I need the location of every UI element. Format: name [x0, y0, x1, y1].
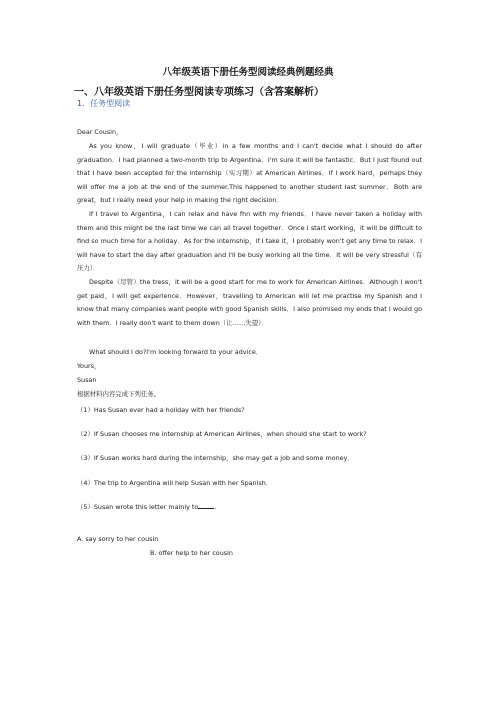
question-4: （4）The trip to Argentina will help Susan with her Spanish．: [77, 479, 273, 487]
question-2: （2）If Susan chooses me internship at American Airlines，when should she start to work?: [77, 430, 367, 438]
question-5: [77, 501, 422, 515]
letter-closing: Yours，: [77, 362, 101, 370]
section-heading: 一、八年级英语下册任务型阅读专项练习（含答案解析）: [74, 87, 324, 98]
letter-salutation: Dear Cousin，: [77, 128, 123, 136]
question-5-end: ．: [214, 503, 221, 511]
question-5-text: （5）Susan wrote this letter mainly to: [77, 503, 199, 511]
question-1: （1）Has Susan ever had a holiday with her friends?: [77, 406, 245, 414]
document-title: 八年级英语下册任务型阅读经典例题经典: [162, 67, 334, 78]
letter-paragraph-3: Despite（尽管）the tress，it will be a good start for me to work for American Airlines．Although I won't get paid，I will get experience．However，travelling to American will let me practise my Spanish and I know that many companies want people with good Spanish skills．I also promised my ends that I would go with them．I really don't want to them down（让……失望）．: [77, 278, 422, 327]
subsection-heading: 1．任务型阅读: [77, 99, 131, 108]
letter-paragraph-2: If I travel to Argentina，I can relax and have fhn with my friends．I have never taken a holiday with them and this might be the last time we can all travel together．Once I start working，it will be difficult to find so much time for a holiday．As for the internship，if I take it，I probably won't get any time to relax．I will have to start the day after graduation and I'll be busy working all the time．It will be very stressful（有压力）．: [77, 210, 422, 273]
answer-blank[interactable]: [198, 502, 214, 509]
letter-signature: Susan: [77, 376, 97, 384]
question-3: （3）If Susan works hard during the internship，she may get a job and some money．: [77, 454, 354, 462]
task-instruction: 根据材料内容完成下列任务。: [77, 390, 161, 398]
letter-paragraph-4: What should I do?I'm looking forward to your advice．: [89, 348, 263, 356]
option-a: A. say sorry to her cousin: [77, 535, 159, 543]
letter-paragraph-1: As you know，I will graduate（毕业）in a few months and I can't decide what I should do after graduation．I had planned a two-month trip to Argentina．I'm sure it will be fantastic．But I just found out that I have been accepted for the internship（实习期）at American Airlines．If I work hard，perhaps they will offer me a job at the end of the summer.This happened to another student last summer．Both are great，but I really need your help in making the right decision．: [77, 142, 422, 205]
option-b: B. offer help to her cousin: [150, 549, 233, 557]
